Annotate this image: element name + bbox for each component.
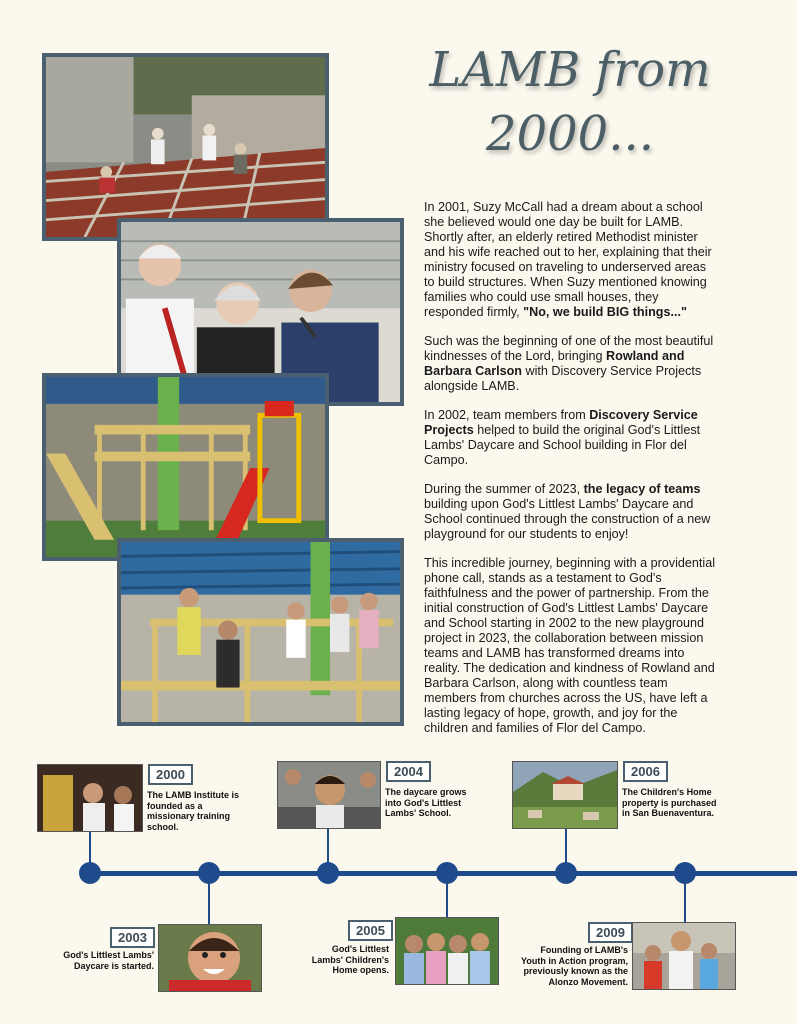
paragraph-5: This incredible journey, beginning with a providential phone call, stands as a testament to God's faithfulness and the power of partnership. From the initial construction of God's Littlest Lambs' Daycare and School starting in 2002 to the new playground project in 2023, the collaboration between mission teams and LAMB has transformed dreams into reality. The dedication and kindness of Rowland and Barbara Carlson, along with countless team members from churches across the US, have left a lasting legacy of hope, growth, and joy for the children and families of Flor del Campo. xyxy=(424,556,715,735)
timeline-photo-2003 xyxy=(158,924,262,992)
building-photo xyxy=(42,373,329,561)
timeline-dot-2005 xyxy=(436,862,458,884)
paragraph-1: In 2001, Suzy McCall had a dream about a school she believed would one day be built for LAMB. Shortly after, an elderly retired Methodist minister and his wife reached out to her, explaining that their ministry focused on traveling to underserved areas to build structures. When Suzy mentioned knowing families who could use small houses, they responded firmly, "No, we build BIG things..." xyxy=(424,200,712,319)
timeline-photo-2000 xyxy=(37,764,143,832)
timeline-dot-2000 xyxy=(79,862,101,884)
event-text-2000: The LAMB Institute is founded as a missionary training school. xyxy=(147,790,239,832)
timeline-photo-2006 xyxy=(512,761,618,829)
timeline-dot-2004 xyxy=(317,862,339,884)
year-badge-2004: 2004 xyxy=(386,761,431,782)
year-badge-2006: 2006 xyxy=(623,761,668,782)
event-text-2009: Founding of LAMB's Youth in Action program, previously known as the Alonzo Movement. xyxy=(521,945,628,987)
event-text-2004: The daycare grows into God's Littlest Lambs' School. xyxy=(385,787,467,818)
year-badge-2000: 2000 xyxy=(148,764,193,785)
event-text-2005: God's Littlest Lambs' Children's Home opens. xyxy=(311,944,389,975)
paragraph-3: In 2002, team members from Discovery Service Projects helped to build the original God's Littlest Lambs' Daycare and School building in Flor del Campo. xyxy=(424,408,701,467)
timeline-stem xyxy=(89,830,91,864)
story-text xyxy=(424,200,716,750)
timeline-stem xyxy=(446,882,448,918)
timeline-stem xyxy=(565,826,567,864)
timeline-photo-2004 xyxy=(277,761,381,829)
timeline-dot-2006 xyxy=(555,862,577,884)
paragraph-2: Such was the beginning of one of the most beautiful kindnesses of the Lord, bringing Rowland and Barbara Carlson with Discovery Service Projects alongside LAMB. xyxy=(424,334,714,393)
timeline-stem xyxy=(327,826,329,864)
paragraph-4: During the summer of 2023, the legacy of teams building upon God's Littlest Lambs' Daycare and School continued through the construction of a new playground for our students to enjoy! xyxy=(424,482,711,541)
year-badge-2009: 2009 xyxy=(588,922,633,943)
timeline-dot-2003 xyxy=(198,862,220,884)
construction-photo xyxy=(42,53,329,241)
timeline-photo-2009 xyxy=(632,922,736,990)
timeline-stem xyxy=(208,882,210,924)
timeline-stem xyxy=(684,882,686,922)
page-title: LAMB from 2000... xyxy=(429,42,711,162)
playground-photo xyxy=(117,538,404,726)
timeline-dot-2009 xyxy=(674,862,696,884)
timeline-photo-2005 xyxy=(395,917,499,985)
event-text-2003: God's Littlest Lambs' Daycare is started. xyxy=(63,950,154,971)
year-badge-2003: 2003 xyxy=(110,927,155,948)
year-badge-2005: 2005 xyxy=(348,920,393,941)
event-text-2006: The Children's Home property is purchased in San Buenaventura. xyxy=(622,787,717,818)
